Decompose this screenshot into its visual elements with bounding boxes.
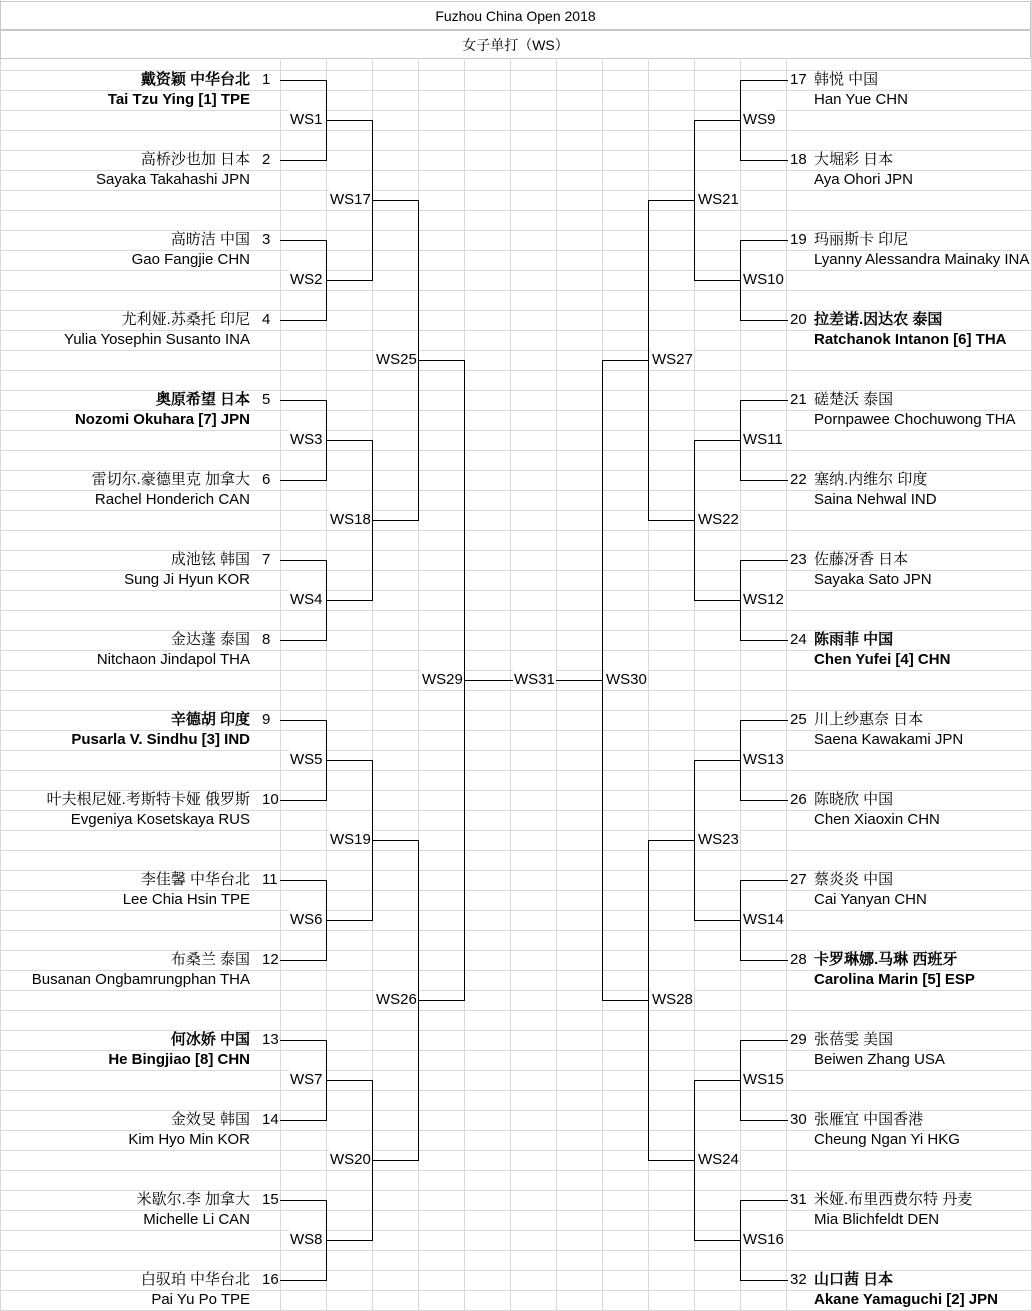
player-name-en: Pornpawee Chochuwong THA [814,411,1016,428]
player-name-en: Mia Blichfeldt DEN [814,1211,940,1228]
draw-number: 20 [790,311,807,328]
match-label: WS26 [376,991,417,1008]
player-name-cn: 塞纳.内维尔 印度 [814,471,928,488]
draw-number: 21 [790,391,807,408]
player-name-cn: 拉差诺.因达农 泰国 [814,311,943,328]
match-label: WS15 [743,1071,784,1088]
player-name-cn: 大堀彩 日本 [814,151,894,168]
match-label: WS20 [330,1151,371,1168]
player-name-en: Busanan Ongbamrungphan THA [31,971,250,988]
player-name-cn: 蔡炎炎 中国 [814,871,894,888]
player-name-cn: 玛丽斯卡 印尼 [814,231,909,248]
match-label: WS14 [743,911,784,928]
match-label: WS24 [698,1151,739,1168]
match-label: WS9 [743,111,776,128]
player-name-cn: 卡罗琳娜.马琳 西班牙 [814,951,958,968]
match-label: WS5 [290,751,323,768]
match-label: WS10 [743,271,784,288]
player-name-cn: 陈晓欣 中国 [814,791,894,808]
draw-number: 19 [790,231,807,248]
draw-number: 2 [262,151,271,168]
player-name-cn: 白驭珀 中华台北 [140,1271,250,1288]
player-name-en: Akane Yamaguchi [2] JPN [814,1291,998,1308]
draw-number: 1 [262,71,271,88]
draw-number: 12 [262,951,279,968]
draw-number: 5 [262,391,271,408]
match-label: WS23 [698,831,739,848]
draw-number: 10 [262,791,279,808]
match-label: WS6 [290,911,323,928]
player-name-cn: 叶夫根尼娅.考斯特卡娅 俄罗斯 [46,791,250,808]
player-name-en: Lyanny Alessandra Mainaky INA [814,251,1030,268]
player-name-en: Evgeniya Kosetskaya RUS [70,811,250,828]
draw-number: 24 [790,631,807,648]
player-name-cn: 高昉洁 中国 [170,231,250,248]
player-name-en: Yulia Yosephin Susanto INA [64,331,250,348]
player-name-en: Saena Kawakami JPN [814,731,964,748]
match-label: WS29 [422,671,463,688]
draw-number: 25 [790,711,807,728]
player-name-en: Rachel Honderich CAN [94,491,250,508]
match-label: WS27 [652,351,693,368]
draw-number: 27 [790,871,807,888]
player-name-cn: 何冰娇 中国 [170,1031,250,1048]
match-label: WS30 [606,671,647,688]
match-label: WS17 [330,191,371,208]
match-label: WS8 [290,1231,323,1248]
player-name-en: Sung Ji Hyun KOR [124,571,250,588]
player-name-cn: 尤利娅.苏桑托 印尼 [121,311,250,328]
draw-number: 9 [262,711,271,728]
draw-number: 6 [262,471,271,488]
player-name-en: Aya Ohori JPN [814,171,913,188]
player-name-cn: 金效旻 韩国 [170,1111,250,1128]
final-match-label: WS31 [514,671,555,688]
match-label: WS3 [290,431,323,448]
player-name-en: Saina Nehwal IND [814,491,937,508]
draw-number: 11 [262,871,278,888]
player-name-en: Pai Yu Po TPE [151,1291,250,1308]
draw-number: 7 [262,551,271,568]
player-name-en: Tai Tzu Ying [1] TPE [107,91,250,108]
match-label: WS21 [698,191,739,208]
draw-number: 13 [262,1031,279,1048]
match-label: WS2 [290,271,323,288]
draw-number: 16 [262,1271,279,1288]
draw-number: 30 [790,1111,807,1128]
player-name-en: Cheung Ngan Yi HKG [814,1131,960,1148]
player-name-cn: 高桥沙也加 日本 [140,151,250,168]
player-name-en: Nitchaon Jindapol THA [96,651,250,668]
player-name-en: Sayaka Sato JPN [814,571,932,588]
player-name-cn: 金达蓬 泰国 [170,631,250,648]
draw-number: 4 [262,311,271,328]
player-name-en: He Bingjiao [8] CHN [108,1051,250,1068]
player-name-en: Beiwen Zhang USA [814,1051,945,1068]
draw-number: 29 [790,1031,807,1048]
player-name-en: Lee Chia Hsin TPE [122,891,250,908]
draw-number: 17 [790,71,807,88]
player-name-en: Ratchanok Intanon [6] THA [814,331,1007,348]
player-name-cn: 磋楚沃 泰国 [814,391,894,408]
player-name-en: Kim Hyo Min KOR [128,1131,250,1148]
player-name-en: Sayaka Takahashi JPN [96,171,250,188]
player-name-cn: 山口茜 日本 [814,1271,894,1288]
match-label: WS22 [698,511,739,528]
draw-number: 22 [790,471,807,488]
draw-number: 31 [790,1191,807,1208]
draw-number: 8 [262,631,271,648]
player-name-cn: 奥原希望 日本 [155,391,250,408]
player-name-cn: 李佳馨 中华台北 [140,871,250,888]
player-name-cn: 张蓓雯 美国 [814,1031,894,1048]
draw-number: 15 [262,1191,279,1208]
player-name-cn: 川上纱惠奈 日本 [814,711,924,728]
match-label: WS19 [330,831,371,848]
player-name-cn: 辛德胡 印度 [170,711,250,728]
draw-number: 32 [790,1271,807,1288]
player-name-en: Carolina Marin [5] ESP [814,971,975,988]
player-name-cn: 布桑兰 泰国 [170,951,250,968]
player-name-en: Chen Xiaoxin CHN [814,811,940,828]
tournament-title: Fuzhou China Open 2018 [0,1,1031,30]
player-name-en: Michelle Li CAN [143,1211,250,1228]
match-label: WS1 [290,111,323,128]
match-label: WS28 [652,991,693,1008]
match-label: WS12 [743,591,784,608]
player-name-cn: 成池铉 韩国 [170,551,250,568]
player-name-cn: 米娅.布里西费尔特 丹麦 [814,1191,973,1208]
match-label: WS16 [743,1231,784,1248]
player-name-en: Gao Fangjie CHN [131,251,250,268]
player-name-en: Cai Yanyan CHN [814,891,927,908]
draw-number: 18 [790,151,807,168]
draw-number: 26 [790,791,807,808]
draw-number: 3 [262,231,271,248]
player-name-en: Han Yue CHN [814,91,908,108]
player-name-cn: 张雁宜 中国香港 [814,1111,924,1128]
match-label: WS13 [743,751,784,768]
match-label: WS7 [290,1071,323,1088]
draw-number: 28 [790,951,807,968]
draw-number: 23 [790,551,807,568]
player-name-en: Nozomi Okuhara [7] JPN [74,411,250,428]
player-name-en: Chen Yufei [4] CHN [814,651,951,668]
event-subtitle: 女子单打（WS） [0,30,1031,59]
match-label: WS25 [376,351,417,368]
player-name-cn: 戴资颖 中华台北 [140,71,250,88]
player-name-cn: 佐藤冴香 日本 [814,551,909,568]
match-label: WS11 [743,431,783,448]
player-name-en: Pusarla V. Sindhu [3] IND [71,731,250,748]
player-name-cn: 雷切尔.豪德里克 加拿大 [91,471,250,488]
player-name-cn: 米歇尔.李 加拿大 [136,1191,250,1208]
player-name-cn: 韩悦 中国 [814,71,879,88]
player-name-cn: 陈雨菲 中国 [814,631,894,648]
draw-number: 14 [262,1111,279,1128]
match-label: WS4 [290,591,323,608]
match-label: WS18 [330,511,371,528]
